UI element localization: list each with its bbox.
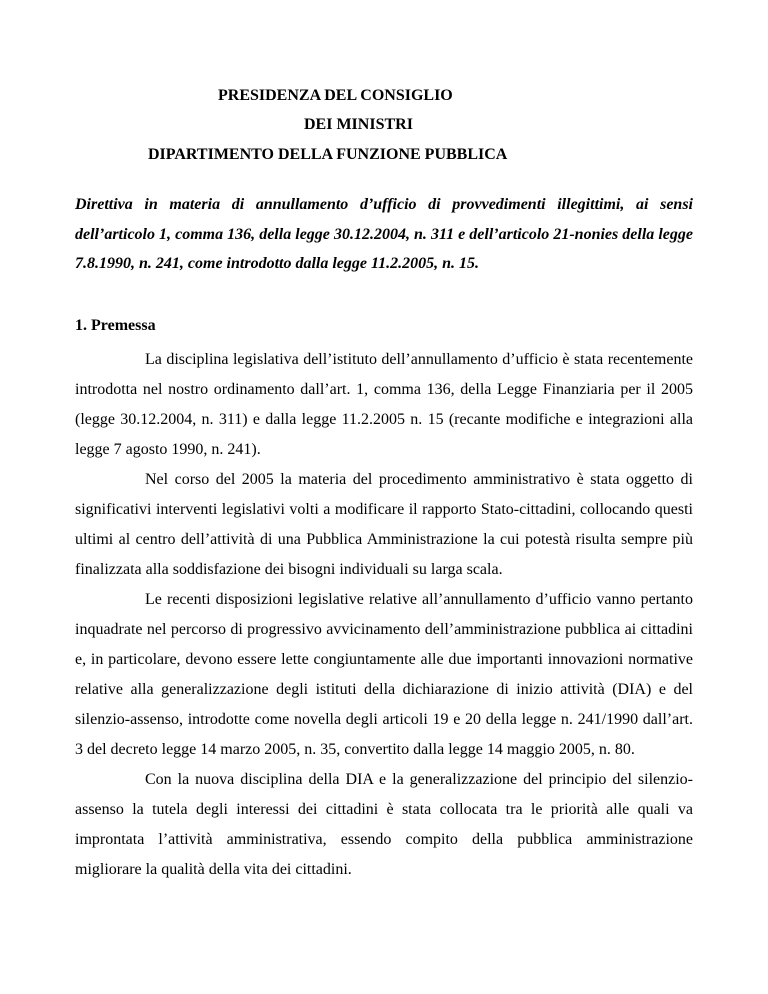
- section-body: [75, 345, 693, 885]
- header-line-ministri: DEI MINISTRI: [304, 116, 413, 133]
- paragraph: Le recenti disposizioni legislative relative all’annullamento d’ufficio vanno pertanto inquadrate nel percorso di progressivo avvicinamento dell’amministrazione pubblica ai cittadini e, in particolare, devono essere lette congiuntamente alle due importanti innovazioni normative relative alla generalizzazione degli istituti della dichiarazione di inizio attività (DIA) e del silenzio-assenso, introdotte come novella degli articoli 19 e 20 della legge n. 241/1990 dall’art. 3 del decreto legge 14 marzo 2005, n. 35, convertito dalla legge 14 maggio 2005, n. 80.: [75, 591, 693, 758]
- section-title-premessa: 1. Premessa: [75, 317, 156, 334]
- directive-title: Direttiva in materia di annullamento d’ufficio di provvedimenti illegittimi, ai sensi dell’articolo 1, comma 136, della legge 30.12.2004, n. 311 e dell’articolo 21-nonies della legge 7.8.1990, n. 241, come introdotto dalla legge 11.2.2005, n. 15.: [75, 196, 693, 272]
- header-line-presidenza: PRESIDENZA DEL CONSIGLIO: [218, 87, 453, 104]
- paragraph: La disciplina legislativa dell’istituto dell’annullamento d’ufficio è stata recentemente introdotta nel nostro ordinamento dall’art. 1, comma 136, della Legge Finanziaria per il 2005 (legge 30.12.2004, n. 311) e dalla legge 11.2.2005 n. 15 (recante modifiche e integrazioni alla legge 7 agosto 1990, n. 241).: [75, 351, 693, 458]
- paragraph: Con la nuova disciplina della DIA e la generalizzazione del principio del silenzio-assenso la tutela degli interessi dei cittadini è stata collocata tra le priorità alle quali va improntata l’attività amministrativa, essendo compito della pubblica amministrazione migliorare la qualità della vita dei cittadini.: [75, 771, 693, 878]
- paragraph: Nel corso del 2005 la materia del procedimento amministrativo è stata oggetto di significativi interventi legislativi volti a modificare il rapporto Stato-cittadini, collocando questi ultimi al centro dell’attività di una Pubblica Amministrazione la cui potestà risulta sempre più finalizzata alla soddisfazione dei bisogni individuali su larga scala.: [75, 471, 693, 578]
- header-line-dipartimento: DIPARTIMENTO DELLA FUNZIONE PUBBLICA: [148, 146, 508, 163]
